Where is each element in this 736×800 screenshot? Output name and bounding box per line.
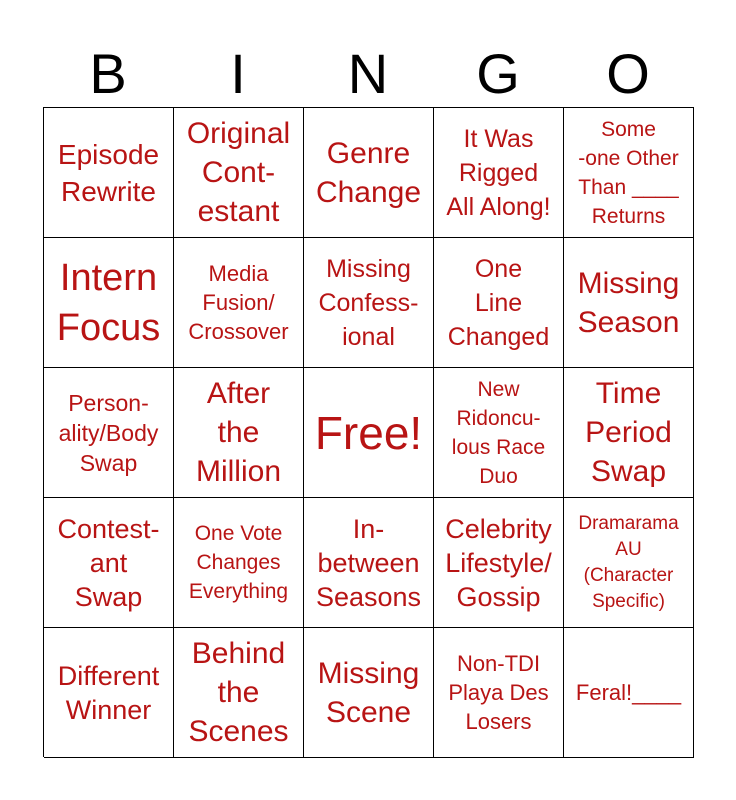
cell-label: Intern Focus [56,256,161,349]
cell-label: One Line Changed [447,254,550,351]
bingo-cell-r1c4[interactable] [434,108,564,238]
bingo-cell-r2c1[interactable] [44,238,174,368]
bingo-cell-r3c5[interactable] [564,368,694,498]
header-letter-i: I [230,42,246,105]
cell-label: Person- ality/Body Swap [58,389,159,476]
cell-label: Original Cont- estant [186,117,291,228]
cell-label: Non-TDI Playa Des Losers [448,651,549,734]
bingo-cell-r4c3[interactable] [304,498,434,628]
bingo-cell-r4c4[interactable] [434,498,564,628]
bingo-cell-r2c2[interactable] [174,238,304,368]
bingo-cell-free[interactable] [304,368,434,498]
bingo-cell-r4c1[interactable] [44,498,174,628]
cell-label: Missing Scene [317,656,420,729]
bingo-header [43,40,693,108]
bingo-cell-r3c1[interactable] [44,368,174,498]
cell-label: Behind the Scenes [188,637,289,748]
bingo-cell-r5c5[interactable] [564,628,694,758]
bingo-cell-r3c2[interactable] [174,368,304,498]
cell-label: New Ridoncu- lous Race Duo [451,377,546,488]
cell-label: Genre Change [315,136,422,209]
bingo-cell-r2c3[interactable] [304,238,434,368]
bingo-cell-r4c2[interactable] [174,498,304,628]
bingo-cell-r1c3[interactable] [304,108,434,238]
header-letter-o: O [606,42,650,105]
bingo-cell-r5c1[interactable] [44,628,174,758]
cell-label: Missing Season [577,266,680,339]
cell-label: In- between Seasons [315,513,422,612]
header-letter-b: B [89,42,127,105]
cell-label: One Vote Changes Everything [188,522,289,603]
bingo-cell-r5c3[interactable] [304,628,434,758]
bingo-cell-r2c4[interactable] [434,238,564,368]
bingo-cell-r3c4[interactable] [434,368,564,498]
bingo-cell-r1c1[interactable] [44,108,174,238]
bingo-cell-r1c2[interactable] [174,108,304,238]
bingo-grid [43,107,694,757]
cell-label: Celebrity Lifestyle/ Gossip [445,513,552,612]
bingo-cell-r1c5[interactable] [564,108,694,238]
cell-label: Media Fusion/ Crossover [188,261,289,344]
cell-label: Missing Confess- ional [318,254,419,351]
cell-label: Time Period Swap [585,377,672,488]
cell-label: Some -one Other Than ____ Returns [578,117,679,228]
cell-label: Different Winner [57,660,160,725]
header-letter-n: N [347,42,389,105]
bingo-cell-r2c5[interactable] [564,238,694,368]
cell-label: After the Million [195,377,282,488]
header-letter-g: G [476,42,520,105]
bingo-cell-r5c4[interactable] [434,628,564,758]
bingo-cell-r5c2[interactable] [174,628,304,758]
free-space-label: Free! [314,406,423,459]
cell-label: It Was Rigged All Along! [446,124,551,221]
cell-label: Feral!____ [575,680,682,705]
bingo-cell-r4c5[interactable] [564,498,694,628]
cell-label: Contest- ant Swap [57,513,160,612]
cell-label: Episode Rewrite [57,138,160,207]
cell-label: Dramarama AU (Character Specific) [578,512,679,612]
